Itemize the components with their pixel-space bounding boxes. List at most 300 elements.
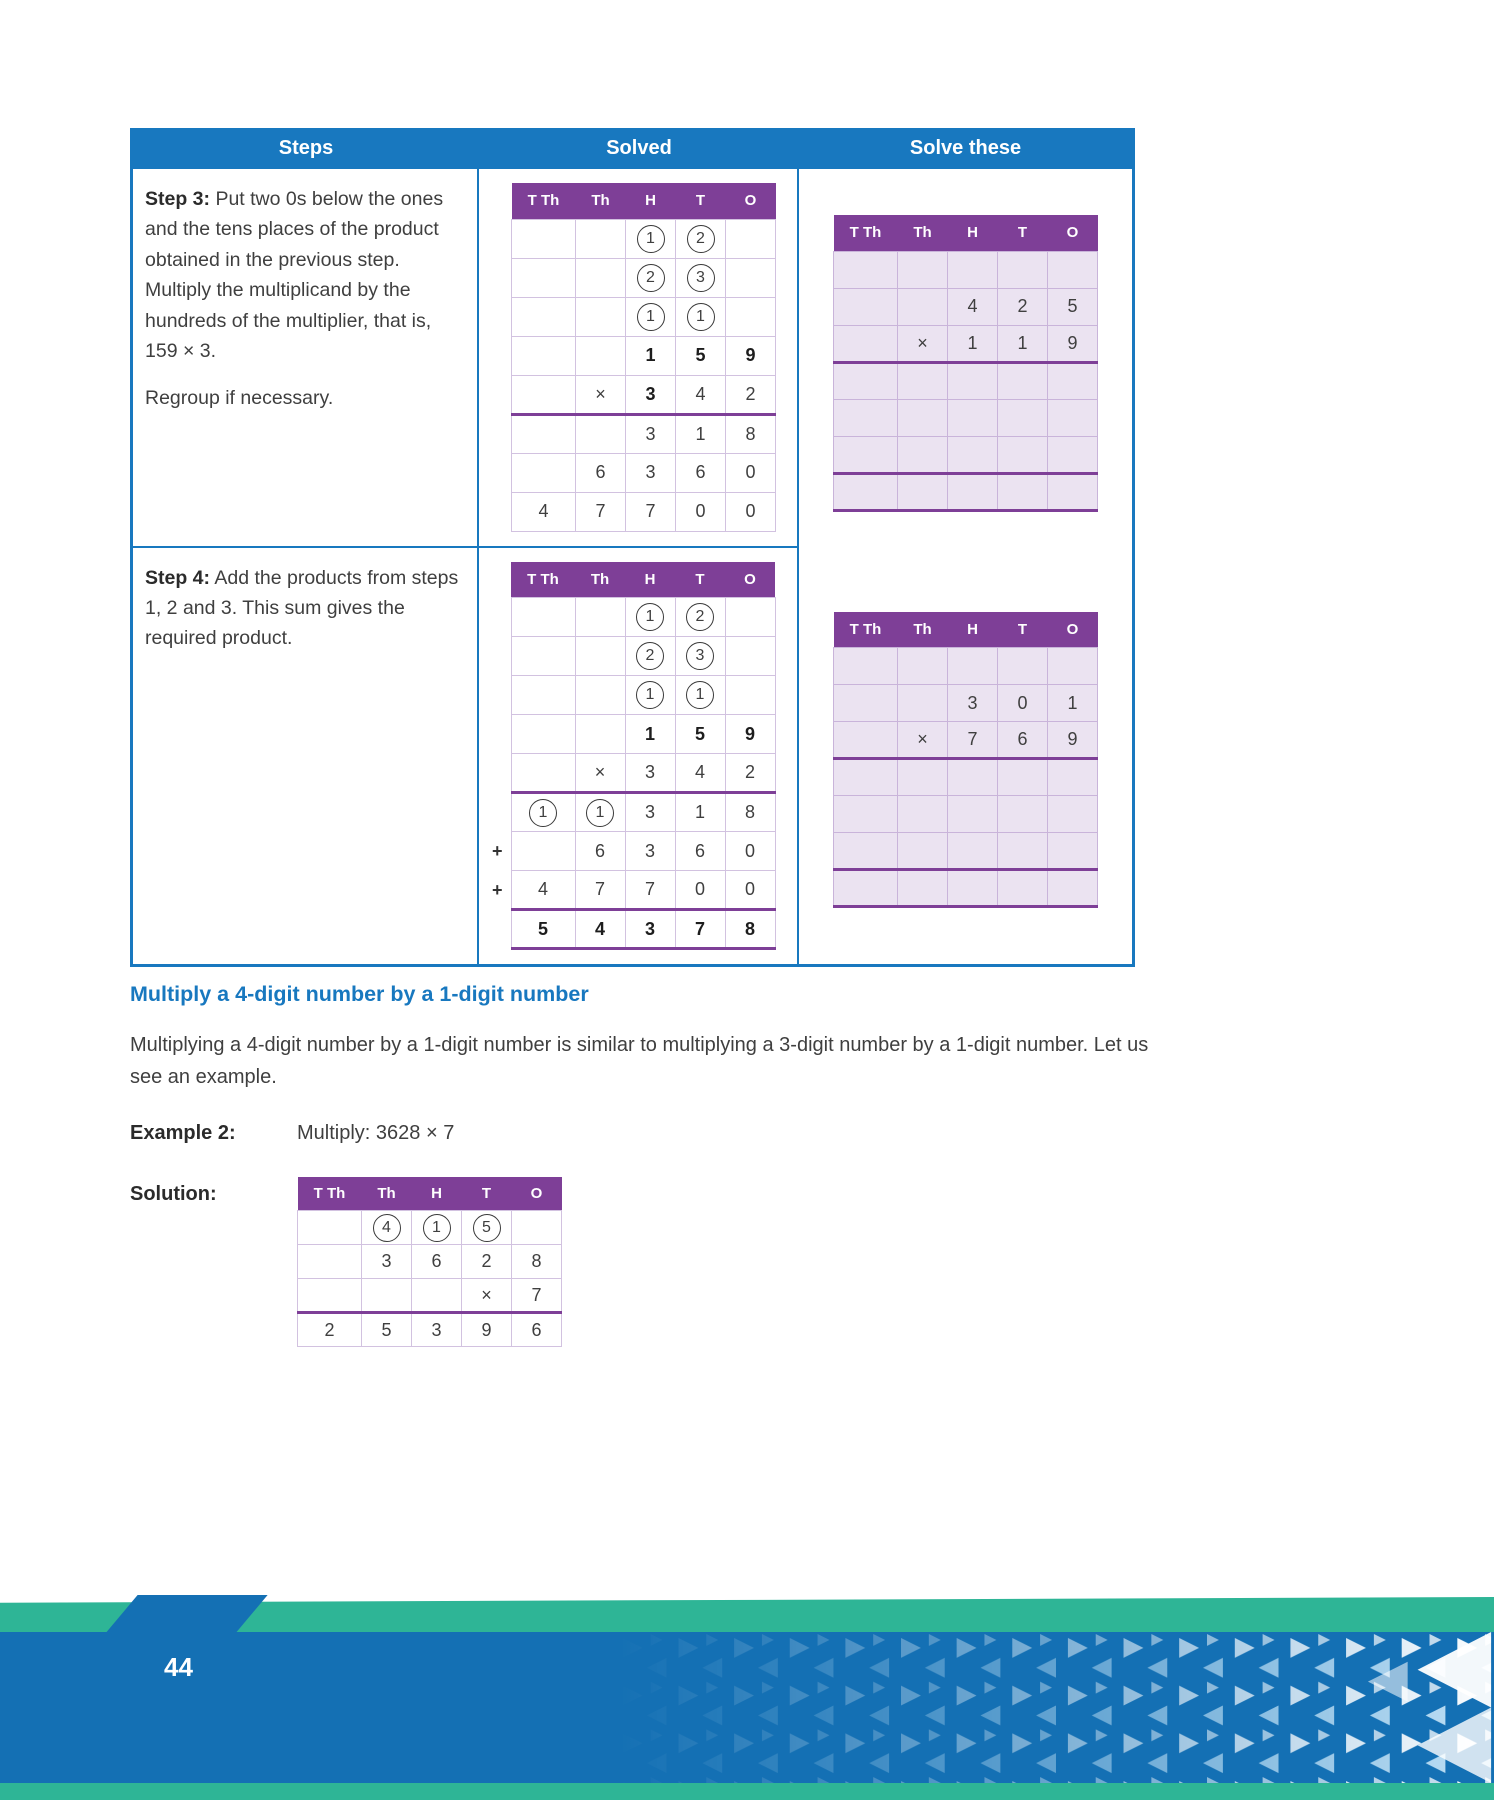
grid-cell (948, 251, 998, 288)
grid-cell (726, 219, 776, 258)
grid-cell (998, 833, 1048, 870)
grid-cell: 6 (576, 453, 626, 492)
grid-cell (675, 637, 725, 676)
grid-cell: + (491, 879, 503, 900)
grid-cell (1048, 436, 1098, 473)
grid-cell (725, 598, 775, 637)
grid-cell (834, 288, 898, 325)
grid-row (834, 325, 1098, 362)
grid-cell: 3 (625, 754, 675, 793)
grid-cell: 1 (1048, 685, 1098, 722)
column-header: Th (898, 215, 948, 251)
grid-cell: 6 (676, 453, 726, 492)
column-header: O (512, 1177, 562, 1211)
grid-cell: 4 (512, 492, 576, 531)
grid-row (512, 453, 776, 492)
grid-cell: 2 (998, 288, 1048, 325)
grid-cell (898, 833, 948, 870)
step3-note: Regroup if necessary. (145, 387, 334, 410)
grid-cell (576, 258, 626, 297)
grid-cell (834, 648, 898, 685)
step3-text: Put two 0s below the ones and the tens places of the product obtained in the previous step. Multiply the multiplicand by the hundreds of the multiplier, that is, 159 × 3. (145, 188, 444, 363)
step3-instructions-cell (133, 169, 479, 548)
grid-cell (1048, 870, 1098, 907)
grid-cell: 6 (998, 722, 1048, 759)
grid-cell: 3 (626, 453, 676, 492)
column-header: T (675, 562, 725, 598)
grid-cell (576, 297, 626, 336)
grid-cell (362, 1279, 412, 1313)
grid-cell: 4 (575, 910, 625, 949)
grid-row (484, 832, 775, 871)
solution-grid (297, 1177, 562, 1348)
grid-cell (948, 796, 998, 833)
grid-row (512, 375, 776, 414)
grid-row (834, 833, 1098, 870)
column-header: O (725, 562, 775, 598)
place-value-grid (511, 183, 776, 532)
column-header: H (412, 1177, 462, 1211)
example-text: Multiply: 3628 × 7 (297, 1121, 455, 1144)
grid-cell: 7 (675, 910, 725, 949)
grid-cell: 6 (675, 832, 725, 871)
grid-cell: 3 (626, 375, 676, 414)
table-header-steps: Steps (278, 137, 334, 159)
grid-cell (998, 362, 1048, 399)
grid-cell: 2 (298, 1313, 362, 1347)
table-header-solve-these: Solve these (909, 137, 1022, 159)
grid-cell: 1 (998, 325, 1048, 362)
grid-cell (676, 219, 726, 258)
grid-cell (948, 833, 998, 870)
grid-row (484, 715, 775, 754)
grid-cell: 0 (725, 832, 775, 871)
grid-cell (998, 473, 1048, 510)
column-header: O (1048, 612, 1098, 648)
grid-cell (898, 251, 948, 288)
carry-circle: 1 (423, 1214, 451, 1242)
carry-circle: 2 (686, 603, 714, 631)
step4-solved-cell (479, 548, 799, 965)
grid-cell (575, 676, 625, 715)
grid-cell (512, 414, 576, 453)
grid-cell (834, 722, 898, 759)
grid-cell (511, 832, 575, 871)
grid-row (512, 492, 776, 531)
grid-cell (484, 637, 511, 676)
grid-cell (1048, 399, 1098, 436)
grid-cell (484, 754, 511, 793)
grid-cell (834, 685, 898, 722)
grid-cell: 5 (511, 910, 575, 949)
grid-cell: 7 (575, 871, 625, 910)
grid-cell (834, 325, 898, 362)
grid-cell: 6 (512, 1313, 562, 1347)
carry-circle: 2 (637, 264, 665, 292)
grid-cell: 0 (675, 871, 725, 910)
grid-cell: 2 (462, 1245, 512, 1279)
step3-worked-grid (511, 183, 789, 532)
grid-cell (412, 1279, 462, 1313)
step4-text: Add the products from steps 1, 2 and 3. This sum gives the required product. (145, 566, 459, 650)
grid-cell (998, 759, 1048, 796)
carry-circle: 4 (373, 1214, 401, 1242)
grid-row (298, 1279, 562, 1313)
grid-cell (576, 414, 626, 453)
grid-cell (898, 870, 948, 907)
carry-circle: 1 (686, 681, 714, 709)
grid-cell (512, 336, 576, 375)
grid-cell: 9 (726, 336, 776, 375)
column-header: Th (898, 612, 948, 648)
grid-cell (512, 297, 576, 336)
grid-cell (834, 399, 898, 436)
grid-row (834, 251, 1098, 288)
grid-row (484, 637, 775, 676)
grid-row (484, 754, 775, 793)
grid-cell (676, 258, 726, 297)
carry-circle: 1 (637, 225, 665, 253)
grid-cell (626, 297, 676, 336)
example-label: Example 2: (130, 1121, 236, 1144)
grid-cell (575, 715, 625, 754)
carry-circle: 1 (636, 603, 664, 631)
column-header: T Th (511, 562, 575, 598)
grid-cell (948, 759, 998, 796)
section-heading: Multiply a 4-digit number by a 1-digit number (130, 982, 589, 1006)
grid-cell: 7 (948, 722, 998, 759)
grid-cell (948, 870, 998, 907)
grid-row (512, 297, 776, 336)
grid-cell: 4 (511, 871, 575, 910)
grid-cell (898, 685, 948, 722)
triangle-pattern (614, 1632, 1494, 1783)
grid-cell (898, 436, 948, 473)
grid-cell (575, 793, 625, 832)
grid-cell: 1 (626, 336, 676, 375)
carry-circle: 1 (687, 303, 715, 331)
grid-cell: 8 (725, 910, 775, 949)
place-value-grid (484, 562, 776, 951)
grid-row (484, 793, 775, 832)
column-header: T (676, 183, 726, 219)
grid-cell (512, 1211, 562, 1245)
grid-cell (834, 436, 898, 473)
grid-cell: 5 (675, 715, 725, 754)
table-body (133, 169, 1132, 964)
grid-row (298, 1245, 562, 1279)
grid-cell (898, 796, 948, 833)
grid-cell (1048, 473, 1098, 510)
grid-cell (484, 793, 511, 832)
grid-row (484, 598, 775, 637)
step3-paragraph (145, 184, 461, 366)
grid-cell: 0 (726, 453, 776, 492)
grid-row (834, 685, 1098, 722)
place-value-grid (833, 215, 1098, 512)
grid-row (834, 870, 1098, 907)
grid-cell (675, 598, 725, 637)
grid-cell: 8 (512, 1245, 562, 1279)
grid-cell: 3 (948, 685, 998, 722)
carry-circle: 1 (637, 303, 665, 331)
grid-row (512, 219, 776, 258)
carry-circle: 1 (529, 799, 557, 827)
carry-circle: 5 (473, 1214, 501, 1242)
steps-table (130, 128, 1135, 967)
grid-cell (834, 473, 898, 510)
grid-cell (576, 336, 626, 375)
grid-cell: 1 (675, 793, 725, 832)
grid-cell: 1 (948, 325, 998, 362)
grid-row (834, 722, 1098, 759)
grid-cell: 9 (1048, 325, 1098, 362)
grid-cell (675, 676, 725, 715)
grid-cell: 7 (625, 871, 675, 910)
grid-cell: 6 (575, 832, 625, 871)
column-header: H (626, 183, 676, 219)
grid-cell: 7 (576, 492, 626, 531)
grid-row (512, 336, 776, 375)
grid-cell (998, 436, 1048, 473)
grid-cell (626, 258, 676, 297)
grid-row (834, 473, 1098, 510)
grid-cell (298, 1245, 362, 1279)
column-header: T Th (298, 1177, 362, 1211)
grid-cell: × (576, 375, 626, 414)
lesson-section (130, 982, 1360, 1347)
grid-cell (948, 399, 998, 436)
grid-cell: 4 (948, 288, 998, 325)
page-footer (0, 1595, 1494, 1800)
column-header: T Th (834, 612, 898, 648)
grid-cell (834, 833, 898, 870)
step4-label: Step 4: (145, 566, 211, 589)
grid-cell (511, 793, 575, 832)
grid-cell: + (491, 840, 503, 861)
grid-row (484, 676, 775, 715)
carry-circle: 2 (687, 225, 715, 253)
grid-cell (726, 258, 776, 297)
grid-cell (898, 399, 948, 436)
grid-cell (998, 648, 1048, 685)
grid-cell (676, 297, 726, 336)
grid-cell (484, 910, 511, 949)
grid-cell: 7 (626, 492, 676, 531)
step4-paragraph (145, 563, 461, 654)
column-header: H (948, 612, 998, 648)
grid-cell: 6 (412, 1245, 462, 1279)
carry-circle: 3 (686, 642, 714, 670)
column-header: T (998, 215, 1048, 251)
column-header: T Th (834, 215, 898, 251)
grid-row (298, 1211, 562, 1245)
grid-cell (948, 436, 998, 473)
example-row (130, 1122, 1360, 1145)
grid-cell (298, 1211, 362, 1245)
grid-cell (948, 362, 998, 399)
grid-cell: × (898, 325, 948, 362)
grid-cell: 8 (726, 414, 776, 453)
teal-bottom-strip (0, 1783, 1494, 1800)
grid-cell (512, 453, 576, 492)
grid-cell (998, 796, 1048, 833)
grid-cell (484, 598, 511, 637)
grid-cell (834, 362, 898, 399)
grid-cell (834, 251, 898, 288)
grid-cell: × (575, 754, 625, 793)
column-header: Th (576, 183, 626, 219)
grid-cell: 3 (625, 832, 675, 871)
step3-label: Step 3: (145, 188, 211, 210)
grid-cell (511, 637, 575, 676)
grid-cell (726, 297, 776, 336)
grid-cell (998, 399, 1048, 436)
grid-row (484, 910, 775, 949)
grid-cell: 7 (512, 1279, 562, 1313)
grid-cell: 0 (676, 492, 726, 531)
grid-cell: 8 (725, 793, 775, 832)
grid-cell (512, 219, 576, 258)
grid-row (834, 648, 1098, 685)
grid-cell (626, 219, 676, 258)
column-header: Th (362, 1177, 412, 1211)
gutter-header (484, 562, 511, 598)
grid-cell: 9 (462, 1313, 512, 1347)
grid-cell: 2 (726, 375, 776, 414)
grid-cell (512, 375, 576, 414)
grid-cell: 0 (725, 871, 775, 910)
solution-label: Solution: (130, 1182, 217, 1205)
column-header: T Th (512, 183, 576, 219)
grid-cell: 3 (626, 414, 676, 453)
step3-solved-cell (479, 169, 799, 548)
column-header: O (1048, 215, 1098, 251)
grid-cell: 5 (362, 1313, 412, 1347)
grid-cell: 5 (1048, 288, 1098, 325)
grid-cell (484, 715, 511, 754)
grid-cell (484, 676, 511, 715)
grid-cell: 1 (676, 414, 726, 453)
grid-cell: 0 (998, 685, 1048, 722)
section-body-text: Multiplying a 4-digit number by a 1-digit number is similar to multiplying a 3-digit number by a 1-digit number. Let us see an example. (130, 1034, 1149, 1089)
carry-circle: 2 (636, 642, 664, 670)
grid-cell (298, 1279, 362, 1313)
grid-cell: 9 (725, 715, 775, 754)
grid-cell (575, 637, 625, 676)
step4-worked-grid (491, 562, 789, 951)
carry-circle: 1 (636, 681, 664, 709)
column-header: H (625, 562, 675, 598)
grid-cell (1048, 759, 1098, 796)
table-header-row (133, 131, 1132, 169)
grid-cell (898, 473, 948, 510)
grid-row (484, 871, 775, 910)
grid-cell: 3 (625, 910, 675, 949)
grid-cell (512, 258, 576, 297)
grid-cell (412, 1211, 462, 1245)
grid-cell (834, 796, 898, 833)
column-header: Th (575, 562, 625, 598)
table-header-solved: Solved (606, 137, 672, 159)
grid-row (834, 759, 1098, 796)
grid-cell (898, 362, 948, 399)
grid-cell (362, 1211, 412, 1245)
grid-cell (511, 598, 575, 637)
grid-cell: × (462, 1279, 512, 1313)
grid-cell (576, 219, 626, 258)
grid-cell (511, 754, 575, 793)
grid-cell (511, 676, 575, 715)
column-header: H (948, 215, 998, 251)
grid-cell: × (898, 722, 948, 759)
column-header: T (462, 1177, 512, 1211)
grid-cell (998, 251, 1048, 288)
column-header: O (726, 183, 776, 219)
grid-cell: 5 (676, 336, 726, 375)
grid-row (298, 1313, 562, 1347)
carry-circle: 1 (586, 799, 614, 827)
grid-cell: 9 (1048, 722, 1098, 759)
grid-cell (725, 637, 775, 676)
place-value-grid (833, 612, 1098, 909)
grid-row (834, 399, 1098, 436)
practice-grid-2 (833, 612, 1098, 909)
grid-cell: 3 (625, 793, 675, 832)
grid-row (512, 258, 776, 297)
blue-band (0, 1632, 1494, 1783)
grid-cell (1048, 833, 1098, 870)
step4-instructions-cell (133, 548, 479, 965)
grid-cell (898, 648, 948, 685)
grid-row (512, 414, 776, 453)
grid-cell (462, 1211, 512, 1245)
place-value-grid (297, 1177, 562, 1348)
grid-cell (948, 473, 998, 510)
grid-cell: 0 (726, 492, 776, 531)
grid-cell: 1 (625, 715, 675, 754)
column-header: T (998, 612, 1048, 648)
grid-cell (575, 598, 625, 637)
grid-cell: 2 (725, 754, 775, 793)
grid-row (834, 362, 1098, 399)
grid-row (834, 796, 1098, 833)
grid-cell: 4 (675, 754, 725, 793)
grid-cell (625, 637, 675, 676)
grid-cell: 3 (362, 1245, 412, 1279)
grid-cell (898, 288, 948, 325)
solve-these-cell (799, 169, 1132, 964)
grid-row (834, 436, 1098, 473)
grid-cell: 4 (676, 375, 726, 414)
grid-cell (625, 676, 675, 715)
grid-cell (998, 870, 1048, 907)
grid-cell (1048, 251, 1098, 288)
practice-grid-1 (833, 215, 1098, 512)
carry-circle: 3 (687, 264, 715, 292)
grid-cell (898, 759, 948, 796)
grid-row (834, 288, 1098, 325)
grid-cell (1048, 796, 1098, 833)
grid-cell (834, 870, 898, 907)
grid-cell (625, 598, 675, 637)
grid-cell: 3 (412, 1313, 462, 1347)
grid-cell (948, 648, 998, 685)
grid-cell (1048, 648, 1098, 685)
grid-cell (511, 715, 575, 754)
grid-cell (834, 759, 898, 796)
page-number: 44 (164, 1652, 193, 1682)
